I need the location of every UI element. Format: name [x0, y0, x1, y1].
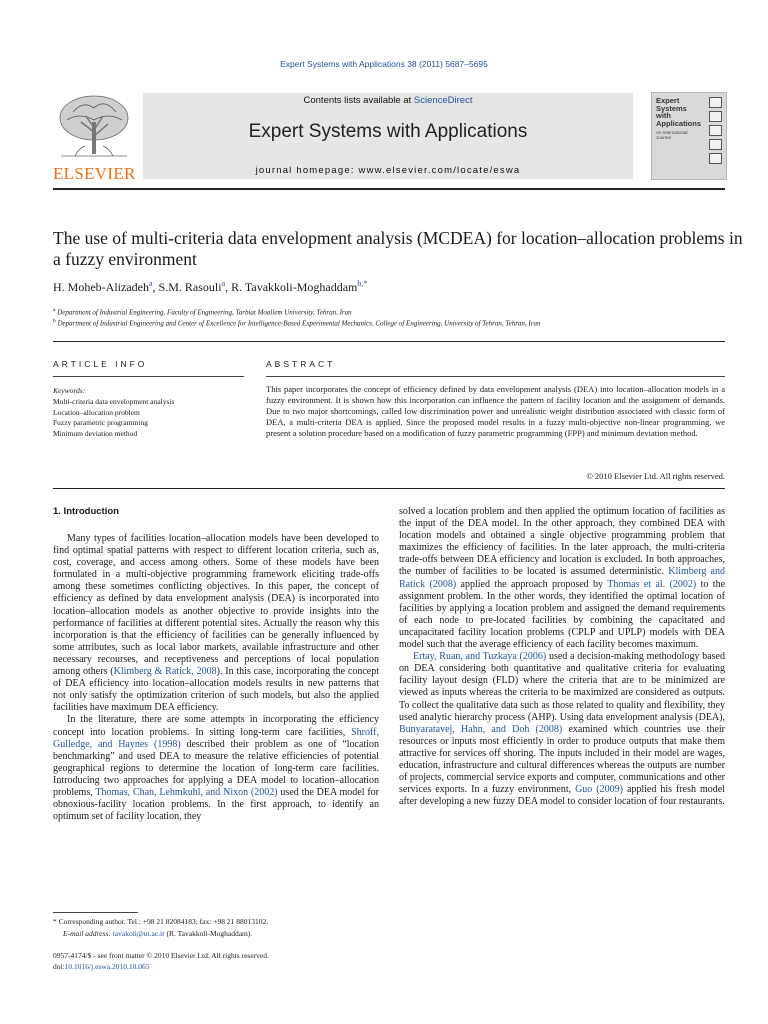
paragraph-text: ). In this case, incorporating the concept of DEA efficiency into location–allocation models results in new patterns that not only satisfy the optimization criterion of such models, but also the applied facilities have maximum DEA efficiency. — [53, 666, 379, 714]
article-info-heading: ARTICLE INFO — [53, 359, 148, 369]
email-link[interactable]: tavakoli@ut.ac.ir — [112, 929, 165, 938]
citation-link[interactable]: Bunyaratavej, Hahn, and Doh (2008) — [399, 723, 563, 735]
section-divider — [53, 341, 725, 342]
contents-prefix: Contents lists available at — [303, 95, 414, 106]
cover-decoration-icon — [709, 111, 722, 122]
citation-link[interactable]: Guo (2009) — [575, 784, 623, 796]
doi-prefix: doi: — [53, 962, 65, 971]
article-info-rule — [53, 376, 244, 377]
journal-homepage-link[interactable]: journal homepage: www.elsevier.com/locate/eswa — [255, 165, 521, 176]
cover-subtitle: An International Journal — [656, 130, 688, 140]
affiliation-a — [53, 307, 733, 316]
body-paragraph — [53, 714, 379, 823]
paragraph-text: described their problem as one of “location benchmarking” and used DEA to measure the relative efficiencies of potential geographical regions to determine the location of long-term care facilities. Introducing two approaches for applying a DEA model to location–allocation problems, — [53, 738, 379, 798]
author-name: S.M. Rasouli — [158, 280, 222, 294]
affiliation-text: Department of Industrial Engineering and Center of Excellence for Intelligence-Based Experimental Mechanics, College of Engineering, University of Tehran, Tehran, Iran — [57, 319, 541, 328]
paragraph-text: In the literature, there are some attempts in incorporating the efficiency concept into location problems. In sitting long-term care facilities, — [53, 714, 379, 738]
paragraph-text: solved a location problem and then applied the optimum location of facilities as the input of the DEA model. In the other approach, they combined DEA with location models and obtained a single objective programming problem that maximizes the efficiency of facilities. In the later approach, the multi-criteria trade-offs between DEA efficiency and location is excluded. In both approaches, the number of facilities to be located is assumed deterministic. — [399, 506, 725, 578]
paragraph-text: to the assignment problem. In the other words, they identified the optimal location of facilities by applying a location problem and assigned the demand requirements of each node to pre-located facilities by combining the capacitated and uncapacitated facility location problems (CPLP and UPLP) models with DEA model such that the average efficiency of each facility becomes maximum. — [399, 578, 726, 651]
affiliation-text: Department of Industrial Engineering, Faculty of Engineering, Tarbiat Moallem University, Tehran, Iran — [57, 308, 352, 317]
abstract-text: This paper incorporates the concept of efficiency defined by data envelopment analysis (DEA) into location–allocation models in a fuzzy environment. It is shown how this incorporation can influence the pattern of facility location and the assignment of demands. Due to two major shortcomings, called low discrimination power and unrealistic weight distribution associated with classic form of DEA, a multi-criteria DEA is applied. Since the proposed model results in a fuzzy multi-objective non-linear programming, we present a solution procedure based on a modification of fuzzy parametric programming (FPP) and minimum deviation method. — [266, 384, 725, 438]
author-name: R. Tavakkoli-Moghaddam — [231, 280, 358, 294]
body-divider — [53, 488, 725, 489]
publisher-logo-text: ELSEVIER — [53, 164, 136, 183]
author-name: H. Moheb-Alizadeh — [53, 280, 149, 294]
abstract-heading: ABSTRACT — [266, 359, 336, 369]
journal-cover-thumbnail — [651, 92, 727, 180]
affiliation-label: a — [53, 307, 56, 313]
citation-link[interactable]: Klimberg and Ratick (2008) — [399, 566, 725, 590]
contents-line — [143, 95, 633, 106]
paragraph-text: used a decision-making methodology based on DEA considering both quantitative and qualitative criteria for evaluating facility layout design (FLD) where the criteria that are to be minimized are viewed as inputs whereas the criteria to be maximized are considered as outputs. To collect the qualitative data such as those related to quality and flexibility, they used analytic hierarchy process (AHP). Using data envelopment analysis (DEA), — [399, 651, 725, 723]
cover-decoration-icon — [709, 97, 722, 108]
body-paragraph — [53, 533, 379, 714]
paragraph-text: applied the approach proposed by — [456, 578, 608, 590]
citation-link[interactable]: Thomas, Chan, Lehmkuhl, and Nixon (2002) — [95, 786, 278, 798]
keywords-label: Keywords: — [53, 386, 86, 395]
email-label: E-mail address: — [63, 929, 113, 938]
citation-link[interactable]: Ertay, Ruan, and Tuzkaya (2006) — [413, 651, 547, 663]
body-column-right — [399, 506, 725, 808]
paragraph-text: used the DEA model for obnoxious-facility location problems. In the first approach, to identify an optimum set of facility location, they — [53, 786, 379, 823]
author-separator: , — [225, 280, 232, 294]
corresponding-author-note: * Corresponding author. Tel.: +98 21 82084183; fax: +98 21 88013102. — [53, 917, 269, 926]
body-paragraph — [399, 506, 725, 651]
issn-line: 0957-4174/$ - see front matter © 2010 Elsevier Ltd. All rights reserved. — [53, 951, 269, 960]
email-owner: (R. Tavakkoli-Moghaddam). — [164, 929, 253, 938]
abstract-rule — [266, 376, 725, 377]
keyword-item: Multi-criteria data envelopment analysis — [53, 397, 175, 406]
cover-decoration-icon — [709, 125, 722, 136]
doi-link[interactable]: 10.1016/j.eswa.2010.10.065 — [64, 962, 150, 971]
author-affiliation-marker[interactable]: a — [148, 279, 153, 288]
journal-title: Expert Systems with Applications — [248, 121, 528, 142]
keyword-item: Location–allocation problem — [53, 407, 140, 417]
cover-decoration-icon — [709, 153, 722, 164]
keyword-list — [53, 397, 244, 439]
sciencedirect-link[interactable]: ScienceDirect — [413, 95, 473, 106]
body-paragraph — [399, 651, 725, 808]
author-separator: , — [152, 280, 159, 294]
citation-link[interactable]: Thomas et al. (2002) — [607, 578, 697, 590]
section-heading: 1. Introduction — [53, 506, 119, 517]
body-column-left — [53, 533, 379, 823]
author-affiliation-marker[interactable]: b,* — [357, 279, 368, 288]
author-list — [53, 279, 733, 295]
abstract-copyright: © 2010 Elsevier Ltd. All rights reserved. — [586, 471, 725, 481]
paragraph-text: Many types of facilities location–allocation models have been developed to find optimal spatial patterns with respect to different location criteria, such as, cost, coverage, and access among others. Some of these models have been formulated in a multi-objective programming framework eliciting trade-offs among these sometimes conflicting objectives. In this paper, the concept of efficiency as defined by data envelopment analysis (DEA) is incorporated into location–allocation models as another objective to provide insights into the performance of facilities at different potential sites. Actually the reason why this incorporation is that the efficiency of facilities can be generally influenced by some attributes, such as local labor markets, available infrastructure and other necessary recourses, and receptiveness and perceptions of local population among others ( — [53, 533, 379, 678]
keyword-item: Minimum deviation method — [53, 428, 138, 438]
paragraph-text: examined which countries use their resources or inputs most efficiently in order to produce outputs that make them attractive for services off shoring. The inputs included in their model are wages, education, infrastructure and cultural differences whereas the outputs are number of projects, commercial service exports and computer, communications and other services exports. In a fuzzy environment, — [399, 723, 725, 796]
affiliation-b — [53, 318, 733, 327]
email-note — [63, 929, 393, 939]
doi-line — [53, 962, 149, 971]
header-divider — [53, 188, 725, 190]
keyword-item: Fuzzy parametric programming — [53, 418, 148, 427]
footnote-rule — [53, 912, 138, 913]
article-title: The use of multi-criteria data envelopment analysis (MCDEA) for location–allocation problems in a fuzzy environment — [53, 228, 743, 269]
journal-reference-link[interactable]: Expert Systems with Applications 38 (2011) 5687–5695 — [280, 59, 488, 69]
paragraph-text: applied his fresh model after developing a new fuzzy DEA model to consider location of four restaurants. — [399, 784, 725, 808]
cover-decoration-icon — [709, 139, 722, 150]
cover-title: Expert Systems with Applications — [656, 96, 702, 128]
citation-link[interactable]: Klimberg & Ratick, 2008 — [113, 666, 217, 678]
author-affiliation-marker[interactable]: a — [221, 279, 226, 288]
citation-link[interactable]: Shroff, Gulledge, and Haynes (1998) — [53, 726, 379, 750]
affiliation-label: b — [53, 318, 56, 324]
